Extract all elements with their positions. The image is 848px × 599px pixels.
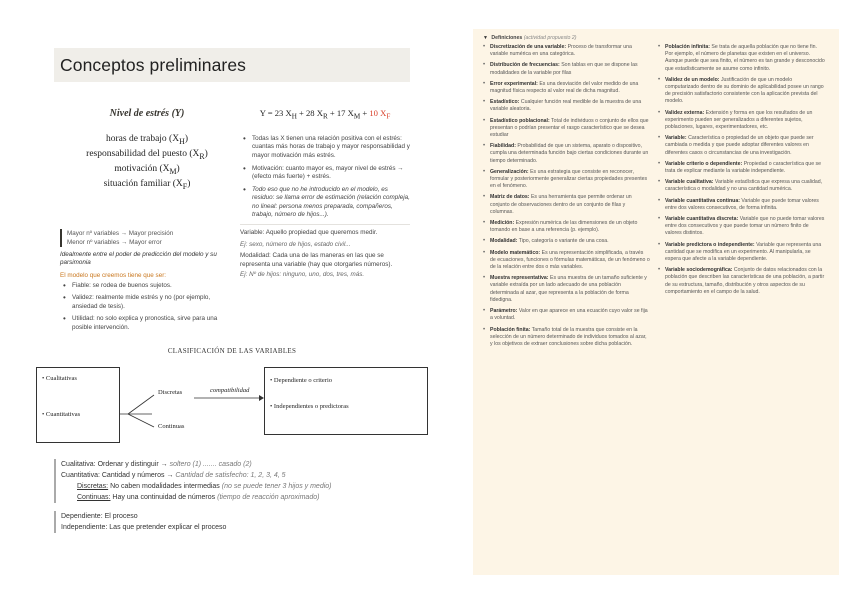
- page-title: Conceptos preliminares: [54, 48, 410, 82]
- definition-item: • Distribución de frecuencias: Son tablas en que se dispone las modalidades de la variable por filas: [481, 62, 650, 76]
- definition-item: • Generalización: Es una estrategia que consiste en reconocer, formular y posteriormente generalizar ciertas propiedades presentes en el fenómeno.: [481, 169, 650, 191]
- var-horas: horas de trabajo $(X_H)$: [106, 134, 188, 146]
- definition-item: • Error experimental: Es una desviación del valor medido de una magnitud física respecto al valor real de dicha magnitud.: [481, 81, 650, 95]
- label-cuantitativas: • Cuantitativas: [42, 410, 81, 418]
- var-responsabilidad: responsabilidad del puesto $(X_R)$: [86, 148, 208, 161]
- cuantitativa-line: Cuantitativa: Cantidad y números → Cantidad de satisfecho: 1, 2, 3, 4, 5: [61, 471, 286, 479]
- independiente-line: Independiente: Las que pretender explicar el proceso: [61, 523, 227, 531]
- cualitativa-line: Cualitativa: Ordenar y distinguir → soltero (1) ....... casado (2): [61, 460, 252, 468]
- definition-item: • Medición: Expresión numérica de las dimensiones de un objeto tomando en base a una referencia (p. ejemplo).: [481, 220, 650, 234]
- classification-title: CLASIFICACIÓN DE LAS VARIABLES: [167, 346, 297, 355]
- precision-quote: [60, 229, 234, 247]
- definition-item: • Variable cuantitativa continua: Variable que puede tomar valores entre dos valores consecutivos, de forma infinita.: [656, 198, 825, 212]
- definition-item: • Variable cualitativa: Variable estadística que expresa una cualidad, característica o modalidad y no una cantidad numérica.: [656, 179, 825, 193]
- definition-item: • Estadístico poblacional: Total de individuos o conjunto de ellos que presentan o podrían presentar el rasgo característico que se desea estudiar: [481, 118, 650, 140]
- definitions-panel: [473, 29, 839, 575]
- list-item: • Todas las X tienen una relación positiva con el estrés: cuantas más horas de trabajo y mayor responsabilidad y mayor motivación más estrés.: [240, 135, 410, 161]
- dependiente-line: Dependiente: El proceso: [61, 512, 138, 520]
- definition-item: • Variable: Característica o propiedad de un objeto que puede ser cambiada o medida y que puede adoptar diferentes valores en diferentes casos o circunstancias de una investigación.: [656, 135, 825, 157]
- formula-column: [234, 90, 410, 337]
- definition-item: • Validez externa: Extensión y forma en que los resultados de un experimento pueden ser generalizados a diferentes sujetos, poblaciones, lugares, experimentadores, etc.: [656, 110, 825, 132]
- modalidad-definition: Modalidad: Cada una de las maneras en las que se representa una variable (hay que otorgarles números).: [240, 252, 393, 268]
- model-note: Idealmente entre el poder de predicción del modelo y su parsimonia: [60, 250, 217, 267]
- modalidad-example: Ej: Nº de hijos: ninguno, uno, dos, tres, más.: [240, 271, 365, 279]
- top-columns: [54, 90, 410, 337]
- toggle-triangle-icon[interactable]: ▼: [483, 35, 488, 41]
- definition-item: • Discretización de una variable: Proceso de transformar una variable numérica en una categórica.: [481, 44, 650, 58]
- list-item: • Fiable: se rodea de buenos sujetos.: [60, 282, 234, 291]
- definitions-columns: [473, 41, 839, 352]
- definition-item: • Matriz de datos: Es una herramienta que permite ordenar un conjunto de observaciones dentro de un conjunto de filas y columnas.: [481, 194, 650, 216]
- definitions-col-1: [481, 44, 656, 352]
- definition-item: • Población finita: Tamaño total de la muestra que consiste en la selección de un número determinado de individuos tomados al azar, y los objetivos de extraer conclusiones sobre dicha población.: [481, 327, 650, 349]
- variable-example: Ej: sexo, número de hijos, estado civil...: [240, 240, 351, 248]
- definition-item: • Variable cuantitativa discreta: Variable que no puede tomar valores entre dos consecutivos y que puede tomar un número finito de valores distintos.: [656, 216, 825, 238]
- stress-formula: Y = 23 $X_H + 28$ $X_R + 17$ $X_M + 10$ $X_F$: [259, 108, 391, 121]
- dependency-block: [54, 511, 410, 533]
- definition-item: • Modelo matemático: Es una representación simplificada, a través de ecuaciones, funciones o fórmulas matemáticas, de un fenómeno o de la relación entre dos o más variables.: [481, 250, 650, 272]
- discretas-line: Discretas: No caben modalidades intermedias (no se puede tener 3 hijos y medio): [77, 482, 332, 490]
- definition-item: • Variable predictora o independiente: Variable que representa una cantidad que se modifica en un experimento. Al manipularla, se espera que afecte a la variable dependiente.: [656, 242, 825, 264]
- variable-definition: Variable: Aquello propiedad que queremos medir.: [240, 229, 378, 237]
- model-requirements-list: [60, 282, 234, 333]
- label-compatibilidad: compatibilidad: [210, 386, 250, 394]
- definition-item: • Parámetro: Valor en que aparece en una ecuación cuyo valor se fija a voluntad.: [481, 308, 650, 322]
- list-item: • Utilidad: no solo explica y pronostica, sirve para una posible intervención.: [60, 315, 234, 332]
- model-requirements-heading: El modelo que creemos tiene que ser:: [60, 271, 167, 279]
- stress-column: [54, 90, 234, 337]
- label-cualitativas: • Cualitativas: [42, 374, 77, 382]
- definition-item: • Población infinita: Se trata de aquella población que no tiene fin. Por ejemplo, el número de planetas que existen en el universo. Aunque puede que sea finito, el número es tan grande y desconocido que estadísticamente se asume como infinito.: [656, 44, 825, 73]
- definitions-col-2: [656, 44, 831, 352]
- var-situacion: situación familiar $(X_F)$: [103, 178, 191, 191]
- definition-item: • Muestra representativa: Es una muestra de un tamaño suficiente y variable extraída por un lado adecuado de una población determinada al azar, que representa a la población de forma fidedigna.: [481, 275, 650, 304]
- list-item: • Validez: realmente mide estrés y no (por ejemplo, ansiedad de tesis).: [60, 294, 234, 311]
- definitions-heading[interactable]: ▼ Definiciones (actividad propuesto 2): [483, 35, 577, 41]
- quote-line: Menor nº variables → Mayor error: [67, 238, 162, 246]
- definition-item: • Modalidad: Tipo, categoría o variante de una cosa.: [481, 238, 650, 245]
- quote-line: Mayor nº variables → Mayor precisión: [67, 229, 174, 237]
- stress-title: Nivel de estrés (Y): [109, 108, 185, 119]
- classification-diagram: [42, 367, 410, 455]
- label-independientes: • Independientes o predictoras: [270, 402, 349, 410]
- label-continuas: Continuas: [158, 422, 185, 430]
- definition-item: • Estadístico: Cualquier función real medible de la muestra de una variable aleatoria.: [481, 99, 650, 113]
- stress-variables: [60, 133, 234, 193]
- formula-notes: [240, 135, 410, 220]
- list-item: • Motivación: cuanto mayor es, mayor nivel de estrés → (efecto más fuerte) + estrés.: [240, 165, 410, 182]
- continuas-line: Continuas: Hay una continuidad de números (tiempo de reacción aproximado): [77, 493, 320, 501]
- definition-item: • Variable criterio o dependiente: Propiedad o característica que se trata de explicar mediante la variable independiente.: [656, 161, 825, 175]
- definition-item: • Fiabilidad: Probabilidad de que un sistema, aparato o dispositivo, cumpla una determinada función bajo ciertas condiciones durante un tiempo determinado.: [481, 143, 650, 165]
- definition-item: • Variable sociodemográfica: Conjunto de datos relacionados con la población que describen las características de una población, a partir de su estructura, tamaño, distribución y otros aspectos de su comportamiento en el campo de la salud.: [656, 267, 825, 296]
- list-item: • Todo eso que no he introducido en el modelo, es residuo: se llama error de estimación (relación compleja, no lineal: persona menos preparada, compañeros, trabajo, número de hijos...).: [240, 186, 410, 220]
- left-page: [42, 48, 410, 558]
- label-dependiente: • Dependiente o criterio: [270, 376, 333, 384]
- var-motivacion: motivación $(X_M)$: [114, 163, 180, 176]
- definition-item: • Validez de un modelo: Justificación de que un modelo computarizado dentro de su dominio de aplicabilidad posee un rango de precisión satisfactorio consistente con la aplicación prevista del modelo.: [656, 77, 825, 106]
- variable-types-block: [54, 459, 410, 503]
- divider: [240, 224, 410, 225]
- label-discretas: Discretas: [158, 388, 183, 396]
